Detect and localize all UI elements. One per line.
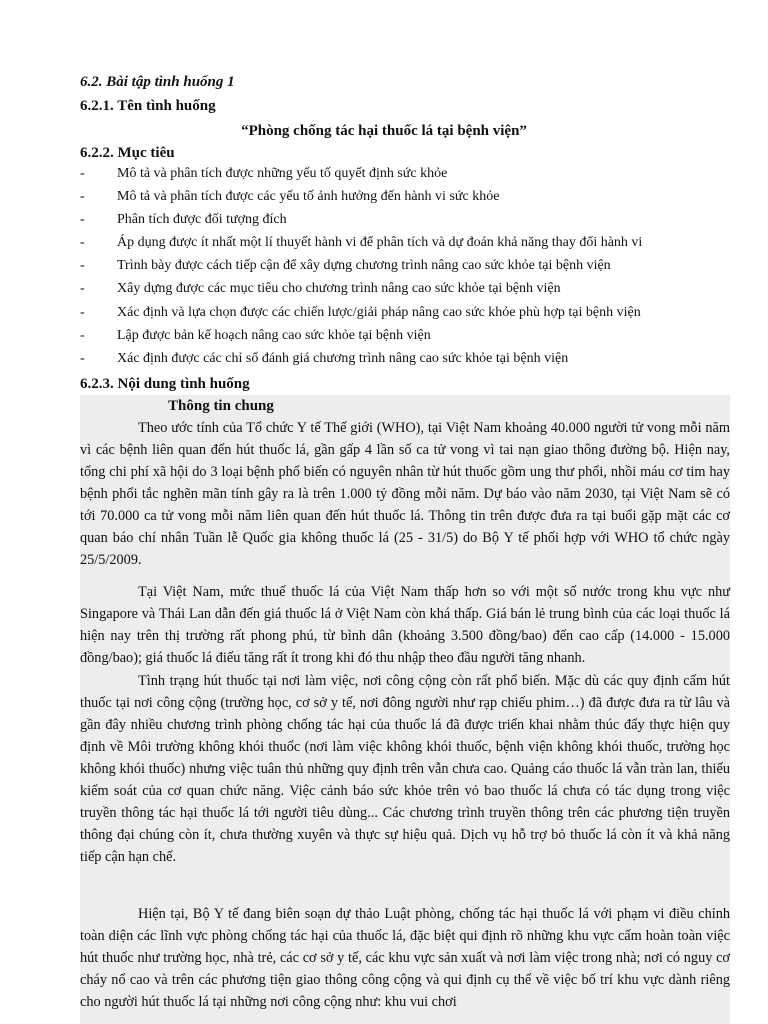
paragraph: Tình trạng hút thuốc tại nơi làm việc, nơi công cộng còn rất phổ biến. Mặc dù các quy định cấm hút thuốc tại nơi công cộng (trường học, cơ sở y tế, nơi đông người như rạp chiếu phim…) đã được đưa ra từ lâu và gần đây nhiều chương trình phòng chống tác hại của thuốc lá đã được triển khai nhằm thúc đẩy thực hiện quy định về Môi trường không khói thuốc (nơi làm việc không khói thuốc, bệnh viện không khói thuốc, trường học không khói thuốc) nhưng việc tuân thủ những quy định trên vẫn chưa cao. Quảng cáo thuốc lá vẫn tràn lan, thiếu kiểm soát của cơ quan chức năng. Việc cảnh báo sức khỏe trên vỏ bao thuốc lá chưa có tác dụng trong việc truyền thông tác hại thuốc lá tới người tiêu dùng... Các chương trình truyền thông trên các phương tiện truyền thông đại chúng còn ít, chưa thường xuyên và thực sự hiệu quả. Dịch vụ hỗ trợ bỏ thuốc lá còn ít và khả năng tiếp cận hạn chế. (80, 673, 730, 865)
objective-item: - Mô tả và phân tích được các yếu tố ảnh hưởng đến hành vi sức khỏe (80, 188, 700, 211)
section-heading-content: 6.2.3. Nội dung tình huống (80, 376, 250, 392)
section-heading-goals: 6.2.2. Mục tiêu (80, 145, 175, 161)
objective-item: - Xây dựng được các mục tiêu cho chương trình nâng cao sức khỏe tại bệnh viện (80, 280, 700, 303)
paragraph: Tại Việt Nam, mức thuế thuốc lá của Việt Nam thấp hơn so với một số nước trong khu vực như Singapore và Thái Lan dẫn đến giá thuốc lá ở Việt Nam còn khá thấp. Giá bán lẻ trung bình của các loại thuốc lá hiện nay trên thị trường rất phong phú, từ bình dân (khoảng 3.500 đồng/bao) đến cao cấp (14.000 - 15.000 đồng/bao); giá thuốc lá điếu tăng rất ít trong khi đó thu nhập theo đầu người tăng nhanh. (80, 584, 730, 666)
objective-item: - Trình bày được cách tiếp cận để xây dựng chương trình nâng cao sức khỏe tại bệnh viện (80, 257, 700, 280)
paragraph: Theo ước tính của Tổ chức Y tế Thế giới (WHO), tại Việt Nam khoảng 40.000 người tử vong mỗi năm vì các bệnh liên quan đến hút thuốc lá, gần gấp 4 lần số ca tử vong vì tai nạn giao thông đường bộ. Hiện nay, tổng chi phí xã hội do 3 loại bệnh phổ biến có nguyên nhân từ hút thuốc gồm ung thư phổi, nhồi máu cơ tim hay bệnh phổi tắc nghẽn mãn tính gây ra là trên 1.000 tỷ đồng mỗi năm. Dự báo vào năm 2030, tại Việt Nam sẽ có tới 70.000 ca tử vong mỗi năm liên quan đến hút thuốc lá. Thông tin trên được đưa ra tại buổi gặp mặt các cơ quan báo chí nhân Tuần lễ Quốc gia không thuốc lá (25 - 31/5) do Bộ Y tế phối hợp với WHO tổ chức ngày 25/5/2009. (80, 420, 730, 568)
objective-item: - Xác định và lựa chọn được các chiến lược/giải pháp nâng cao sức khỏe phù hợp tại bệnh viện (80, 304, 700, 327)
objective-item: - Áp dụng được ít nhất một lí thuyết hành vi để phân tích và dự đoán khả năng thay đổi hành vi (80, 234, 700, 257)
objective-item: - Lập được bản kế hoạch nâng cao sức khỏe tại bệnh viện (80, 327, 700, 350)
objective-item: - Xác định được các chỉ số đánh giá chương trình nâng cao sức khỏe tại bệnh viện (80, 350, 700, 373)
case-title: “Phòng chống tác hại thuốc lá tại bệnh viện” (241, 123, 527, 139)
paragraph: Hiện tại, Bộ Y tế đang biên soạn dự thảo Luật phòng, chống tác hại thuốc lá với phạm vi điều chỉnh toàn diện các lĩnh vực phòng chống tác hại của thuốc lá, đặc biệt qui định rõ những khu vực cấm hoàn toàn việc hút thuốc như trường học, nhà trẻ, các cơ sở y tế, các khu vực sản xuất và nơi làm việc trong nhà; nơi có nguy cơ cháy nổ cao và trên các phương tiện giao thông công cộng và qui định cụ thể về việc bố trí khu vực dành riêng cho người hút thuốc lá tại những nơi công cộng như: khu vui chơi (80, 906, 730, 1010)
section-heading-name: 6.2.1. Tên tình huống (80, 98, 216, 114)
general-info-title: Thông tin chung (168, 398, 274, 414)
objectives-list (80, 165, 700, 373)
objective-item: - Mô tả và phân tích được những yếu tố quyết định sức khỏe (80, 165, 700, 188)
section-heading-case: 6.2. Bài tập tình huống 1 (80, 74, 235, 90)
objective-item: - Phân tích được đối tượng đích (80, 211, 700, 234)
case-content-block (80, 395, 730, 1024)
